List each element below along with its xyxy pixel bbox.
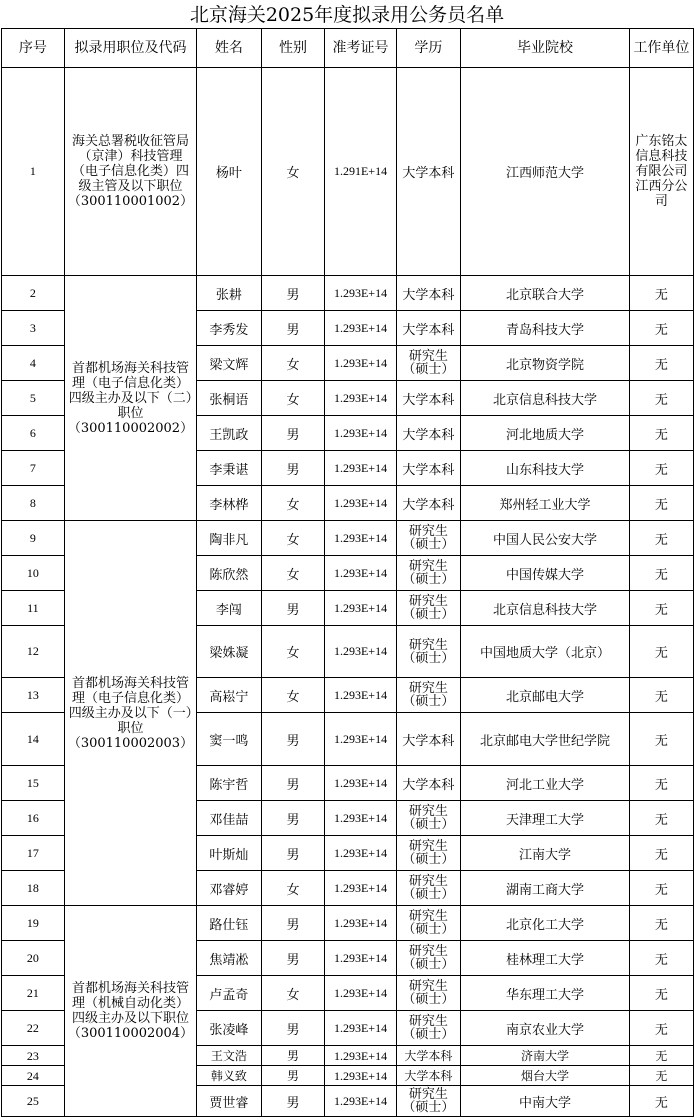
row-number: 24 (2, 1066, 65, 1086)
row-number: 6 (2, 416, 65, 451)
exam-id-cell: 1.293E+14 (325, 346, 396, 381)
exam-id-cell: 1.293E+14 (325, 416, 396, 451)
gender-cell: 男 (261, 451, 325, 486)
exam-id-cell: 1.293E+14 (325, 556, 396, 591)
education-cell: 研究生（硕士） (396, 346, 460, 381)
row-number: 5 (2, 381, 65, 416)
name-cell: 李林桦 (197, 486, 262, 521)
header-position: 拟录用职位及代码 (64, 29, 196, 68)
gender-cell: 男 (261, 416, 325, 451)
header-education: 学历 (396, 29, 460, 68)
header-gender: 性别 (261, 29, 325, 68)
row-number: 21 (2, 976, 65, 1011)
education-cell: 研究生（硕士） (396, 1011, 460, 1046)
exam-id-cell: 1.293E+14 (325, 1066, 396, 1086)
school-cell: 中国传媒大学 (461, 556, 630, 591)
exam-id-cell: 1.293E+14 (325, 766, 396, 801)
school-cell: 北京邮电大学世纪学院 (461, 713, 630, 766)
row-number: 3 (2, 311, 65, 346)
education-cell: 大学本科 (396, 766, 460, 801)
name-cell: 张凌峰 (197, 1011, 262, 1046)
exam-id-cell: 1.293E+14 (325, 381, 396, 416)
name-cell: 张耕 (197, 276, 262, 311)
employer-cell: 无 (629, 1011, 693, 1046)
education-cell: 研究生（硕士） (396, 941, 460, 976)
employer-cell: 无 (629, 906, 693, 941)
school-cell: 郑州轻工业大学 (461, 486, 630, 521)
row-number: 23 (2, 1046, 65, 1066)
name-cell: 韩义致 (197, 1066, 262, 1086)
name-cell: 李闯 (197, 591, 262, 626)
education-cell: 研究生（硕士） (396, 1086, 460, 1117)
gender-cell: 男 (261, 1086, 325, 1117)
employer-cell: 无 (629, 346, 693, 381)
employer-cell: 无 (629, 1046, 693, 1066)
school-cell: 桂林理工大学 (461, 941, 630, 976)
header-exam-id: 准考证号 (325, 29, 396, 68)
school-cell: 青岛科技大学 (461, 311, 630, 346)
name-cell: 邓佳喆 (197, 801, 262, 836)
gender-cell: 女 (261, 486, 325, 521)
gender-cell: 男 (261, 311, 325, 346)
school-cell: 北京联合大学 (461, 276, 630, 311)
education-cell: 大学本科 (396, 68, 460, 276)
row-number: 14 (2, 713, 65, 766)
exam-id-cell: 1.293E+14 (325, 836, 396, 871)
row-number: 7 (2, 451, 65, 486)
row-number: 12 (2, 626, 65, 678)
employer-cell: 无 (629, 521, 693, 556)
row-number: 4 (2, 346, 65, 381)
header-row (2, 29, 694, 68)
education-cell: 大学本科 (396, 311, 460, 346)
employer-cell: 无 (629, 976, 693, 1011)
education-cell: 大学本科 (396, 276, 460, 311)
employer-cell: 无 (629, 941, 693, 976)
name-cell: 王文浩 (197, 1046, 262, 1066)
school-cell: 河北地质大学 (461, 416, 630, 451)
school-cell: 华东理工大学 (461, 976, 630, 1011)
education-cell: 大学本科 (396, 381, 460, 416)
row-number: 20 (2, 941, 65, 976)
employer-cell: 无 (629, 276, 693, 311)
employer-cell: 无 (629, 451, 693, 486)
name-cell: 高崧宁 (197, 678, 262, 713)
gender-cell: 女 (261, 976, 325, 1011)
exam-id-cell: 1.293E+14 (325, 1046, 396, 1066)
name-cell: 邓睿婷 (197, 871, 262, 906)
gender-cell: 男 (261, 766, 325, 801)
row-number: 19 (2, 906, 65, 941)
employer-cell: 无 (629, 486, 693, 521)
employer-cell: 无 (629, 416, 693, 451)
school-cell: 中国人民公安大学 (461, 521, 630, 556)
name-cell: 贾世睿 (197, 1086, 262, 1117)
row-number: 15 (2, 766, 65, 801)
name-cell: 陈宇哲 (197, 766, 262, 801)
exam-id-cell: 1.293E+14 (325, 591, 396, 626)
school-cell: 中国地质大学（北京） (461, 626, 630, 678)
employer-cell: 无 (629, 801, 693, 836)
exam-id-cell: 1.293E+14 (325, 871, 396, 906)
row-number: 2 (2, 276, 65, 311)
gender-cell: 女 (261, 521, 325, 556)
education-cell: 研究生（硕士） (396, 871, 460, 906)
exam-id-cell: 1.293E+14 (325, 713, 396, 766)
gender-cell: 男 (261, 1066, 325, 1086)
exam-id-cell: 1.293E+14 (325, 311, 396, 346)
school-cell: 江西师范大学 (461, 68, 630, 276)
name-cell: 焦靖凇 (197, 941, 262, 976)
gender-cell: 女 (261, 346, 325, 381)
school-cell: 北京邮电大学 (461, 678, 630, 713)
document-title: 北京海关2025年度拟录用公务员名单 (189, 4, 505, 26)
school-cell: 天津理工大学 (461, 801, 630, 836)
gender-cell: 女 (261, 381, 325, 416)
gender-cell: 男 (261, 1046, 325, 1066)
table-row (2, 276, 694, 311)
school-cell: 湖南工商大学 (461, 871, 630, 906)
position-cell: 海关总署税收征管局（京津）科技管理（电子信息化类）四级主管及以下职位（300110001002） (64, 68, 196, 276)
row-number: 1 (2, 68, 65, 276)
name-cell: 卢孟奇 (197, 976, 262, 1011)
education-cell: 大学本科 (396, 1046, 460, 1066)
employer-cell: 无 (629, 871, 693, 906)
name-cell: 张桐语 (197, 381, 262, 416)
education-cell: 研究生（硕士） (396, 521, 460, 556)
gender-cell: 男 (261, 836, 325, 871)
row-number: 8 (2, 486, 65, 521)
education-cell: 大学本科 (396, 713, 460, 766)
name-cell: 梁文辉 (197, 346, 262, 381)
employer-cell: 无 (629, 381, 693, 416)
name-cell: 王凯政 (197, 416, 262, 451)
gender-cell: 男 (261, 801, 325, 836)
gender-cell: 男 (261, 906, 325, 941)
employer-cell: 无 (629, 626, 693, 678)
name-cell: 路仕钰 (197, 906, 262, 941)
name-cell: 陶非凡 (197, 521, 262, 556)
header-employer: 工作单位 (629, 29, 693, 68)
table-row (2, 521, 694, 556)
education-cell: 研究生（硕士） (396, 801, 460, 836)
education-cell: 大学本科 (396, 416, 460, 451)
gender-cell: 女 (261, 678, 325, 713)
school-cell: 北京物资学院 (461, 346, 630, 381)
employer-cell: 无 (629, 1086, 693, 1117)
gender-cell: 女 (261, 626, 325, 678)
row-number: 11 (2, 591, 65, 626)
education-cell: 大学本科 (396, 486, 460, 521)
row-number: 18 (2, 871, 65, 906)
row-number: 10 (2, 556, 65, 591)
row-number: 25 (2, 1086, 65, 1117)
exam-id-cell: 1.293E+14 (325, 1011, 396, 1046)
row-number: 13 (2, 678, 65, 713)
candidate-table (1, 28, 694, 1117)
employer-cell: 无 (629, 556, 693, 591)
row-number: 17 (2, 836, 65, 871)
exam-id-cell: 1.293E+14 (325, 521, 396, 556)
education-cell: 研究生（硕士） (396, 906, 460, 941)
employer-cell: 无 (629, 591, 693, 626)
table-row (2, 68, 694, 276)
education-cell: 研究生（硕士） (396, 556, 460, 591)
employer-cell: 无 (629, 311, 693, 346)
school-cell: 山东科技大学 (461, 451, 630, 486)
header-name: 姓名 (197, 29, 262, 68)
exam-id-cell: 1.291E+14 (325, 68, 396, 276)
gender-cell: 男 (261, 591, 325, 626)
education-cell: 研究生（硕士） (396, 836, 460, 871)
exam-id-cell: 1.293E+14 (325, 1086, 396, 1117)
header-no: 序号 (2, 29, 65, 68)
gender-cell: 女 (261, 871, 325, 906)
name-cell: 李秉谌 (197, 451, 262, 486)
exam-id-cell: 1.293E+14 (325, 678, 396, 713)
employer-cell: 无 (629, 836, 693, 871)
gender-cell: 女 (261, 68, 325, 276)
name-cell: 叶斯灿 (197, 836, 262, 871)
exam-id-cell: 1.293E+14 (325, 906, 396, 941)
education-cell: 研究生（硕士） (396, 976, 460, 1011)
name-cell: 窦一鸣 (197, 713, 262, 766)
exam-id-cell: 1.293E+14 (325, 941, 396, 976)
education-cell: 大学本科 (396, 451, 460, 486)
employer-cell: 无 (629, 766, 693, 801)
row-number: 22 (2, 1011, 65, 1046)
exam-id-cell: 1.293E+14 (325, 626, 396, 678)
exam-id-cell: 1.293E+14 (325, 486, 396, 521)
table-row (2, 906, 694, 941)
exam-id-cell: 1.293E+14 (325, 451, 396, 486)
school-cell: 济南大学 (461, 1046, 630, 1066)
gender-cell: 男 (261, 276, 325, 311)
header-school: 毕业院校 (461, 29, 630, 68)
name-cell: 李秀发 (197, 311, 262, 346)
exam-id-cell: 1.293E+14 (325, 976, 396, 1011)
school-cell: 北京信息科技大学 (461, 381, 630, 416)
exam-id-cell: 1.293E+14 (325, 276, 396, 311)
name-cell: 梁姝凝 (197, 626, 262, 678)
employer-cell: 无 (629, 1066, 693, 1086)
row-number: 9 (2, 521, 65, 556)
school-cell: 北京化工大学 (461, 906, 630, 941)
exam-id-cell: 1.293E+14 (325, 801, 396, 836)
name-cell: 杨叶 (197, 68, 262, 276)
school-cell: 南京农业大学 (461, 1011, 630, 1046)
employer-cell: 广东铭太信息科技有限公司江西分公司 (629, 68, 693, 276)
school-cell: 江南大学 (461, 836, 630, 871)
school-cell: 河北工业大学 (461, 766, 630, 801)
employer-cell: 无 (629, 678, 693, 713)
position-cell: 首都机场海关科技管理（电子信息化类）四级主办及以下（二）职位（300110002002） (64, 276, 196, 521)
education-cell: 研究生（硕士） (396, 591, 460, 626)
position-cell: 首都机场海关科技管理（电子信息化类）四级主办及以下（一）职位（300110002003） (64, 521, 196, 906)
education-cell: 大学本科 (396, 1066, 460, 1086)
gender-cell: 女 (261, 556, 325, 591)
position-cell: 首都机场海关科技管理（机械自动化类）四级主办及以下职位（300110002004） (64, 906, 196, 1117)
row-number: 16 (2, 801, 65, 836)
school-cell: 北京信息科技大学 (461, 591, 630, 626)
gender-cell: 男 (261, 941, 325, 976)
education-cell: 研究生（硕士） (396, 626, 460, 678)
employer-cell: 无 (629, 713, 693, 766)
gender-cell: 男 (261, 713, 325, 766)
gender-cell: 男 (261, 1011, 325, 1046)
name-cell: 陈欣然 (197, 556, 262, 591)
school-cell: 中南大学 (461, 1086, 630, 1117)
school-cell: 烟台大学 (461, 1066, 630, 1086)
education-cell: 研究生（硕士） (396, 678, 460, 713)
